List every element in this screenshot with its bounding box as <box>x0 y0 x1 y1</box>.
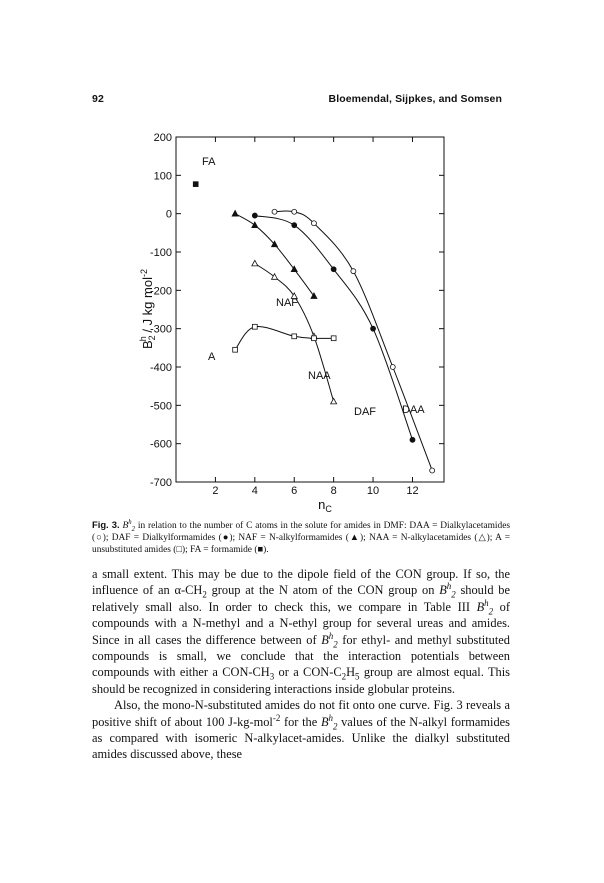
y-tick-label: 100 <box>153 170 172 183</box>
data-point-daa <box>311 221 316 226</box>
x-tick-label: 6 <box>291 485 298 497</box>
data-point-a <box>312 336 317 341</box>
label-a: A <box>208 351 216 363</box>
data-point-daa <box>351 269 356 274</box>
data-point-daa <box>272 209 277 214</box>
data-point-naf <box>252 222 258 228</box>
label-fa: FA <box>202 156 216 168</box>
y-tick-label: 0 <box>165 208 172 221</box>
x-tick-label: 8 <box>330 485 337 497</box>
y-tick-label: -700 <box>149 477 172 489</box>
data-point-naa <box>272 274 278 280</box>
body-text <box>92 566 510 763</box>
y-tick-label: -600 <box>149 438 172 451</box>
data-point-daf <box>252 213 257 218</box>
label-daa: DAA <box>402 404 425 416</box>
data-point-a <box>331 336 336 341</box>
data-point-daf <box>292 223 297 228</box>
series-curve-naf <box>235 214 314 296</box>
y-tick-label: -400 <box>149 362 172 374</box>
data-point-fa <box>193 182 198 187</box>
data-point-daa <box>292 209 297 214</box>
label-naa: NAA <box>308 370 331 382</box>
y-tick-label: -200 <box>149 285 172 298</box>
caption-symbol: $B^h_2$ <box>122 518 135 533</box>
data-point-daf <box>331 267 336 272</box>
x-tick-label: 12 <box>406 485 419 497</box>
label-daf: DAF <box>354 406 376 418</box>
data-point-naa <box>331 398 337 404</box>
x-axis-label: $n_C$ <box>318 497 332 514</box>
data-point-daf <box>410 437 415 442</box>
label-naf: NAF <box>276 297 298 309</box>
x-tick-label: 10 <box>366 485 380 497</box>
data-point-a <box>252 324 257 329</box>
figure-caption <box>92 519 510 557</box>
data-point-daa <box>430 468 435 473</box>
figure-3 <box>140 128 460 513</box>
plot-frame <box>176 137 444 482</box>
paragraph-1: a small extent. This may be due to the dipole field of the CON group. If so, the influence of an $\alpha-CH_2$ group at the N atom of the CON group on $B^h_2$ should be relatively small also. In order to check this, we compare in Table III $B^h_2$ of compounds with a N-methyl and a N-ethyl group for several ureas and amides. Since in all cases the difference between of $B^h_2$ for ethyl- and methyl substituted compounds is small, we conclude that the interaction potentials between compounds with either a CON-$CH_3$ or a CON-$C_2H_5$ group are almost equal. This should be recognized in considering interactions inside globular proteins. <box>92 567 511 696</box>
data-point-daa <box>390 365 395 370</box>
y-axis-label: $B_2h$ / J kg mol$^{-2}$ <box>138 269 157 349</box>
page-number: 92 <box>92 93 104 105</box>
y-tick-label: -500 <box>149 400 172 413</box>
paragraph-2: Also, the mono-N-substituted amides do not fit onto one curve. Fig. 3 reveals a positive shift of about 100 J-kg-mol$^{-2}$ for the $B^h_2$ values of the N-alkyl formamides as compared with isomeric N-alkylacet-amides. Unlike the dialkyl substituted amides discussed above, these <box>92 698 510 762</box>
y-tick-label: -300 <box>149 323 172 336</box>
series-curve-daa <box>275 211 433 471</box>
x-tick-label: 2 <box>212 485 219 497</box>
x-tick-label: 4 <box>251 485 258 497</box>
caption-fig-label: Fig. 3. <box>92 519 120 530</box>
y-tick-label: 200 <box>153 132 172 144</box>
data-point-a <box>233 347 238 352</box>
series-curve-a <box>235 326 334 349</box>
data-point-naf <box>232 210 238 216</box>
data-point-naa <box>252 260 258 266</box>
running-head: Bloemendal, Sijpkes, and Somsen <box>328 93 502 105</box>
chart-svg <box>140 128 460 513</box>
data-point-a <box>292 334 297 339</box>
y-tick-label: -100 <box>149 247 172 259</box>
data-point-daf <box>371 326 376 331</box>
caption-text: in relation to the number of C atoms in the solute for amides in DMF: DAA = Dialkylacetamides (○); DAF = Dialkylformamides (●); NAF = N-alkylformamides (▲); NAA = N-alkylacetamides (△); A = unsubstituted amides (□); FA = formamide (■). <box>92 521 511 556</box>
